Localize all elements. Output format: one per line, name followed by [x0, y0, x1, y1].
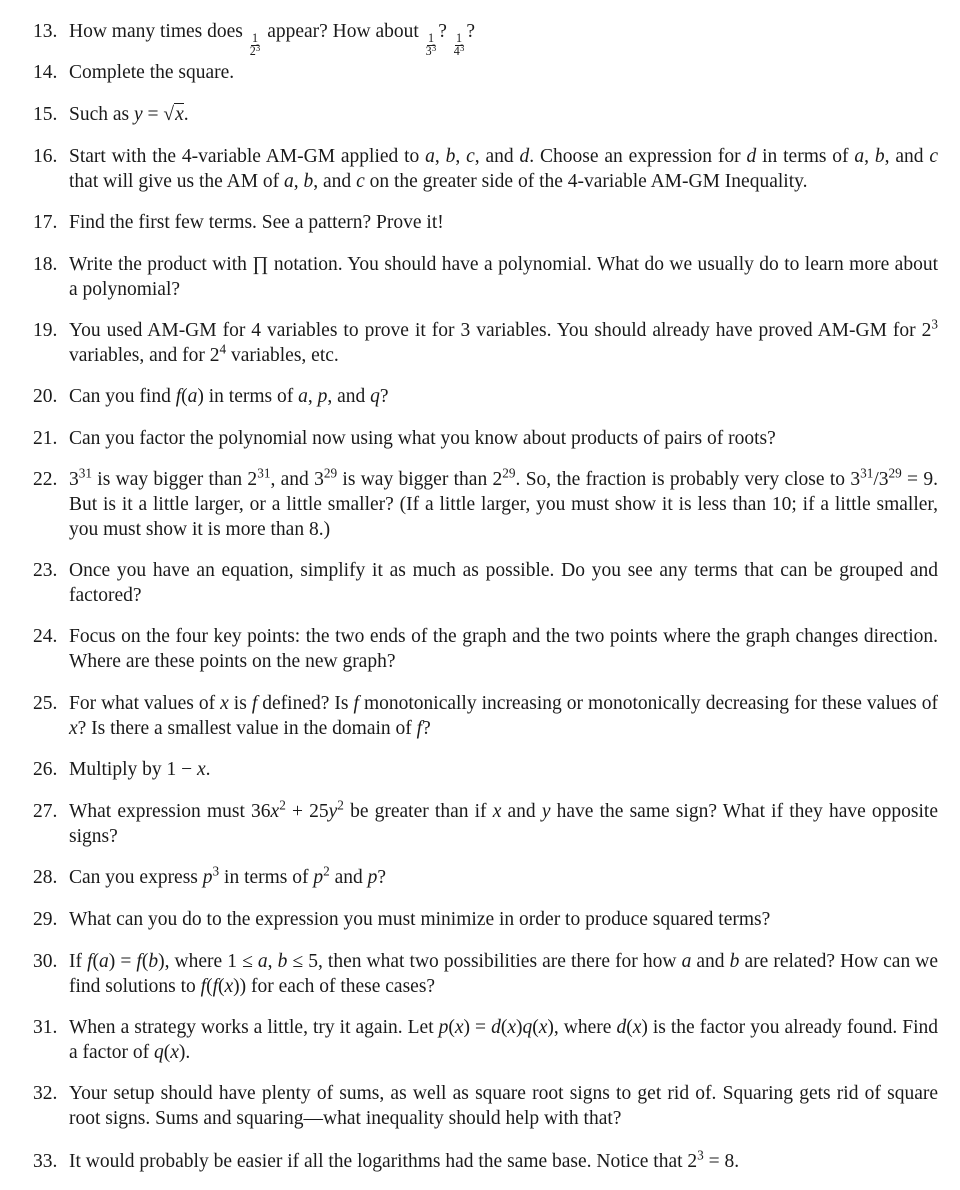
hint-18: [33, 252, 938, 302]
hint-text: Write the product with ∏ notation. You should have a polynomial. What do we usually do to learn more about a polynomial?: [69, 254, 938, 300]
hint-number: 25.: [33, 693, 58, 714]
hint-number: 17.: [33, 212, 58, 233]
hint-24: [33, 624, 938, 674]
hint-14: [33, 60, 938, 85]
hint-number: 31.: [33, 1017, 58, 1038]
fraction: $\frac{1}{4^3}$: [453, 31, 465, 58]
hint-text: Start with the 4-variable AM-GM applied to a, b, c, and d. Choose an expression for d in terms of a, b, and c that will give us the AM of a, b, and c on the greater side of the 4-variable AM-GM Inequality.: [69, 146, 939, 192]
hint-number: 30.: [33, 951, 58, 972]
hint-text: Focus on the four key points: the two ends of the graph and the two points where the graph changes direction. Where are these points on the new graph?: [69, 626, 938, 672]
hint-text: If f(a) = f(b), where 1 ≤ a, b ≤ 5, then what two possibilities are there for how a and b are related? How can we find solutions to f(f(x)) for each of these cases?: [69, 951, 939, 997]
hint-text: Can you express $p^3$ in terms of $p^2$ and p?: [69, 863, 387, 888]
hint-33: [33, 1149, 938, 1174]
hint-number: 20.: [33, 386, 58, 407]
fraction: $\frac{1}{2^3}$: [249, 31, 261, 58]
hint-number: 19.: [33, 320, 58, 341]
hint-text: Such as y = √x.: [69, 104, 189, 125]
fraction: $\frac{1}{3^3}$: [425, 31, 437, 58]
hint-number: 29.: [33, 909, 58, 930]
hint-25: [33, 691, 938, 741]
hint-number: 22.: [33, 469, 58, 490]
hint-text: For what values of x is f defined? Is f monotonically increasing or monotonically decreasing for these values of x? Is there a smallest value in the domain of f?: [69, 693, 938, 739]
hint-text: Can you factor the polynomial now using what you know about products of pairs of roots?: [69, 428, 776, 449]
hint-number: 27.: [33, 801, 58, 822]
hint-28: [33, 865, 938, 890]
hint-number: 24.: [33, 626, 58, 647]
hint-21: [33, 426, 938, 451]
hint-20: [33, 384, 938, 409]
hint-text: $3^{31}$ is way bigger than $2^{31}$, and $3^{29}$ is way bigger than $2^{29}$. So, the fraction is probably very close to $3^{31}/3^{29} = 9$. But is it a little larger, or a little smaller? (If a little larger, you must show it is less than 10; if a little smaller, you must show it is more than 8.): [69, 465, 938, 540]
hint-26: [33, 757, 938, 782]
hint-text: Complete the square.: [69, 62, 235, 83]
hint-text: What can you do to the expression you must minimize in order to produce squared terms?: [69, 909, 771, 930]
hint-text: Once you have an equation, simplify it as much as possible. Do you see any terms that can be grouped and factored?: [69, 560, 938, 606]
hint-text: Multiply by 1 − x.: [69, 759, 211, 780]
hint-17: [33, 210, 938, 235]
hint-number: 28.: [33, 867, 58, 888]
hint-27: [33, 799, 938, 849]
hint-number: 15.: [33, 104, 58, 125]
hint-number: 26.: [33, 759, 58, 780]
product-symbol: ∏: [252, 254, 269, 275]
hint-22: [33, 467, 938, 542]
hint-19: [33, 318, 938, 368]
hint-32: [33, 1081, 938, 1131]
hint-text: Find the first few terms. See a pattern? Prove it!: [69, 212, 444, 233]
hint-number: 21.: [33, 428, 58, 449]
hint-number: 14.: [33, 62, 58, 83]
hint-number: 33.: [33, 1151, 58, 1172]
hint-text: What expression must $36x^2 + 25y^2$ be greater than if x and y have the same sign? What if they have opposite signs?: [69, 797, 938, 847]
hint-13: [33, 19, 938, 57]
hint-text: It would probably be easier if all the logarithms had the same base. Notice that $2^3 = 8$.: [69, 1147, 740, 1172]
hint-text: Can you find f(a) in terms of a, p, and q?: [69, 386, 389, 407]
hint-29: [33, 907, 938, 932]
hint-number: 18.: [33, 254, 58, 275]
hint-text: You used AM-GM for 4 variables to prove it for 3 variables. You should already have proved AM-GM for $2^3$ variables, and for $2^4$ variables, etc.: [69, 316, 938, 366]
hint-number: 16.: [33, 146, 58, 167]
hint-number: 23.: [33, 560, 58, 581]
hint-16: [33, 144, 938, 194]
hint-number: 32.: [33, 1083, 58, 1104]
hint-text: How many times does $\frac{1}{2^3}$ appear? How about $\frac{1}{3^3}$ ? $\frac{1}{4^3}$ ?: [69, 21, 476, 58]
hint-31: [33, 1015, 938, 1065]
hint-text: When a strategy works a little, try it again. Let p(x) = d(x)q(x), where d(x) is the factor you already found. Find a factor of q(x).: [69, 1017, 939, 1063]
hint-number: 13.: [33, 21, 58, 42]
hint-23: [33, 558, 938, 608]
hint-text: Your setup should have plenty of sums, as well as square root signs to get rid of. Squaring gets rid of square root signs. Sums and squaring—what inequality should help with that?: [69, 1083, 938, 1129]
hint-30: [33, 949, 938, 999]
hint-15: [33, 102, 938, 127]
